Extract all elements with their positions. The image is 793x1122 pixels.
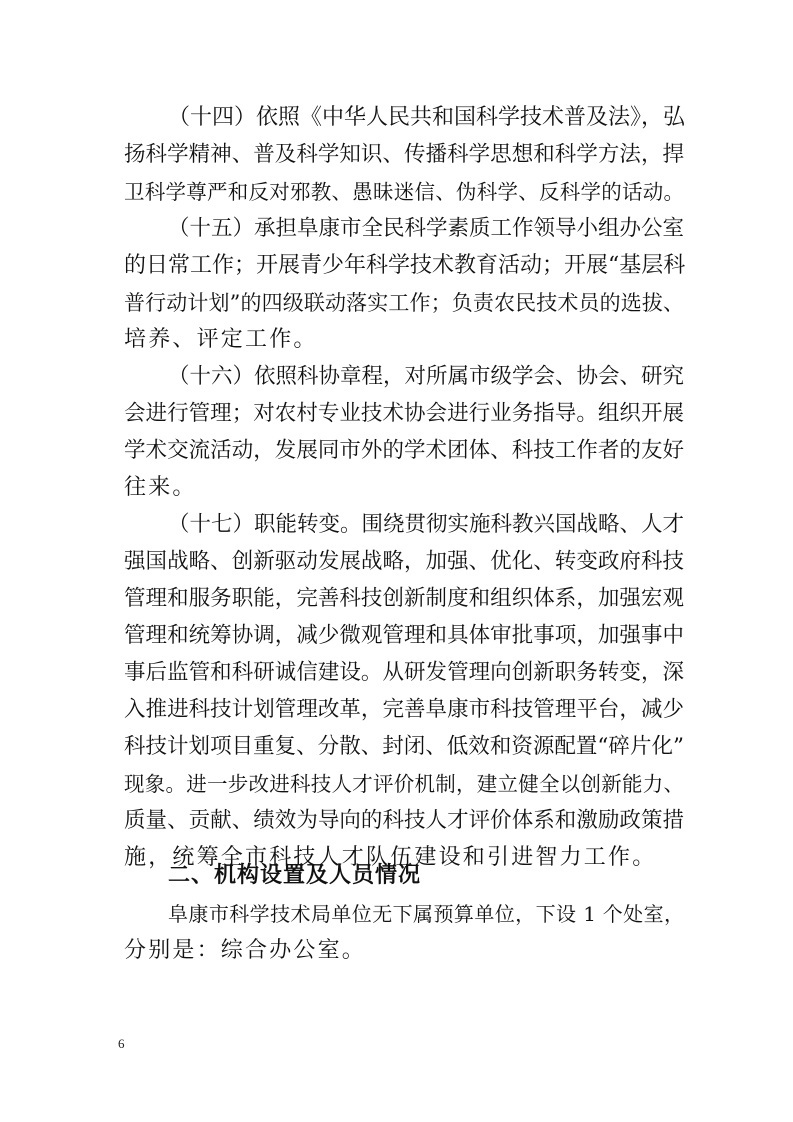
paragraph-17-line-3: 管理和服务职能，完善科技创新制度和组织体系，加强宏观 <box>124 586 684 611</box>
paragraph-16-line-1: （十六）依照科协章程，对所属市级学会、协会、研究 <box>168 364 685 389</box>
page-number: 6 <box>118 1036 125 1051</box>
paragraph-17-line-7: 科技计划项目重复、分散、封闭、低效和资源配置“碎片化” <box>124 734 684 759</box>
paragraph-17-line-9: 质量、贡献、绩效为导向的科技人才评价体系和激励政策措 <box>124 808 684 833</box>
paragraph-15-line-1: （十五）承担阜康市全民科学素质工作领导小组办公室 <box>168 216 685 241</box>
paragraph-14-line-3: 卫科学尊严和反对邪教、愚昧迷信、伪科学、反科学的话动。 <box>124 180 684 204</box>
paragraph-14-line-2: 扬科学精神、普及科学知识、传播科学思想和科学方法，捍 <box>124 142 684 167</box>
paragraph-17-line-10: 施，统筹全市科技人才队伍建设和引进智力工作。 <box>124 845 657 870</box>
paragraph-15-line-2: 的日常工作；开展青少年科学技术教育活动；开展“基层科 <box>124 253 686 278</box>
paragraph-16-line-4: 往来。 <box>124 475 197 500</box>
paragraph-15-line-4: 培养、评定工作。 <box>124 327 318 352</box>
paragraph-17-line-8: 现象。进一步改进科技人才评价机制，建立健全以创新能力、 <box>124 772 684 796</box>
paragraph-17-line-1: （十七）职能转变。围绕贯彻实施科教兴国战略、人才 <box>168 512 685 537</box>
paragraph-17-line-4: 管理和统筹协调，减少微观管理和具体审批事项，加强事中 <box>124 623 684 648</box>
paragraph-17-line-5: 事后监管和科研诚信建设。从研发管理向创新职务转变，深 <box>124 660 684 685</box>
paragraph-17-line-6: 入推进科技计划管理改革，完善阜康市科技管理平台，减少 <box>124 697 684 722</box>
paragraph-17-line-2: 强国战略、创新驱动发展战略，加强、优化、转变政府科技 <box>124 549 684 574</box>
section-body-line-1: 阜康市科学技术局单位无下属预算单位，下设 1 个处室， <box>168 902 684 926</box>
section-heading: 二、机构设置及人员情况 <box>168 863 422 888</box>
paragraph-15-line-3: 普行动计划”的四级联动落实工作；负责农民技术员的选拔、 <box>124 291 684 315</box>
paragraph-16-line-2: 会进行管理；对农村专业技术协会进行业务指导。组织开展 <box>124 401 684 426</box>
section-body-line-2: 分别是：综合办公室。 <box>124 938 367 963</box>
paragraph-16-line-3: 学术交流活动，发展同市外的学术团体、科技工作者的友好 <box>124 438 684 463</box>
paragraph-14-line-1: （十四）依照《中华人民共和国科学技术普及法》，弘 <box>168 105 686 130</box>
